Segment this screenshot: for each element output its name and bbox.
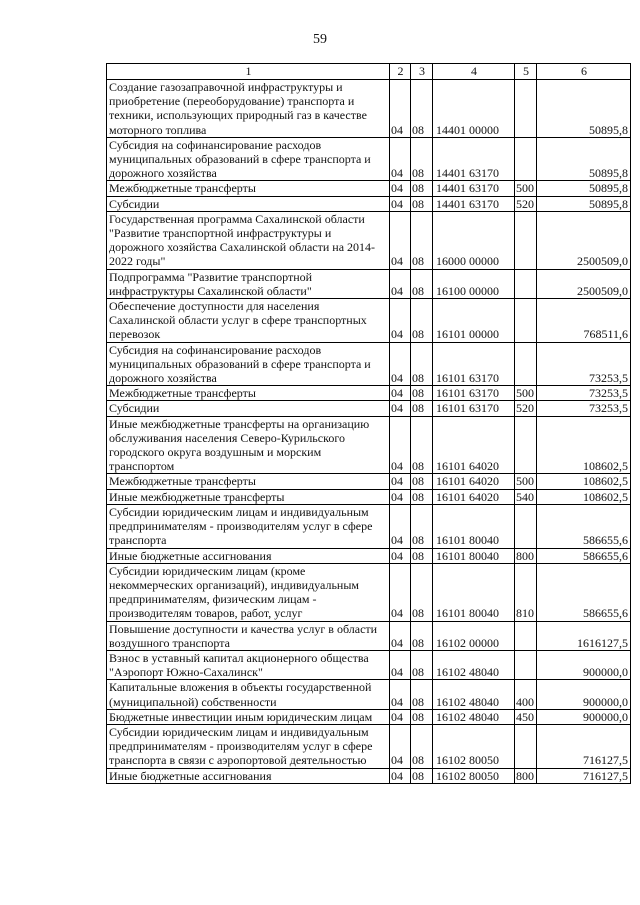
section-code-cell: 04 [390, 401, 411, 416]
row-name-cell: Капитальные вложения в объекты государственной (муниципальной) собственности [107, 680, 390, 709]
section-code-cell: 04 [390, 650, 411, 679]
amount-cell: 900000,0 [537, 650, 631, 679]
row-name-cell: Создание газозаправочной инфраструктуры и приобретение (переоборудование) транспорта и техники, использующих природный газ в качестве моторного топлива [107, 80, 390, 138]
row-name-cell: Субсидия на софинансирование расходов муниципальных образований в сфере транспорта и дорожного хозяйства [107, 137, 390, 181]
expense-type-cell [515, 621, 537, 650]
amount-cell: 1616127,5 [537, 621, 631, 650]
section-code-cell: 04 [390, 621, 411, 650]
expense-type-cell: 520 [515, 196, 537, 211]
budget-table [106, 63, 631, 784]
target-article-cell: 16102 00000 [433, 621, 515, 650]
row-name-cell: Иные межбюджетные трансферты [107, 489, 390, 504]
row-name-cell: Подпрограмма "Развитие транспортной инфраструктуры Сахалинской области" [107, 269, 390, 298]
amount-cell: 73253,5 [537, 401, 631, 416]
row-name-cell: Взнос в уставный капитал акционерного общества "Аэропорт Южно-Сахалинск" [107, 650, 390, 679]
table-row [107, 196, 631, 211]
expense-type-cell [515, 504, 537, 548]
section-code-cell: 04 [390, 137, 411, 181]
amount-cell: 716127,5 [537, 724, 631, 768]
expense-type-cell [515, 137, 537, 181]
table-row [107, 474, 631, 489]
expense-type-cell: 500 [515, 474, 537, 489]
section-code-cell: 04 [390, 211, 411, 269]
row-name-cell: Государственная программа Сахалинской области "Развитие транспортной инфраструктуры и дорожного хозяйства Сахалинской области на 2014-2022 годы" [107, 211, 390, 269]
target-article-cell: 14401 00000 [433, 80, 515, 138]
table-row [107, 768, 631, 783]
amount-cell: 73253,5 [537, 342, 631, 386]
subsection-code-cell: 08 [411, 768, 433, 783]
target-article-cell: 16101 80040 [433, 548, 515, 563]
target-article-cell: 16101 64020 [433, 416, 515, 474]
target-article-cell: 16101 80040 [433, 504, 515, 548]
target-article-cell: 16101 63170 [433, 401, 515, 416]
expense-type-cell: 800 [515, 548, 537, 563]
target-article-cell: 16101 63170 [433, 386, 515, 401]
expense-type-cell: 800 [515, 768, 537, 783]
target-article-cell: 16101 64020 [433, 489, 515, 504]
target-article-cell: 16101 00000 [433, 299, 515, 343]
amount-cell: 108602,5 [537, 489, 631, 504]
amount-cell: 586655,6 [537, 548, 631, 563]
subsection-code-cell: 08 [411, 401, 433, 416]
section-code-cell: 04 [390, 416, 411, 474]
subsection-code-cell: 08 [411, 211, 433, 269]
table-row [107, 621, 631, 650]
table-row [107, 548, 631, 563]
row-name-cell: Субсидии [107, 196, 390, 211]
header-cell: 5 [515, 64, 537, 80]
expense-type-cell [515, 416, 537, 474]
amount-cell: 50895,8 [537, 181, 631, 196]
amount-cell: 108602,5 [537, 474, 631, 489]
table-row [107, 680, 631, 709]
subsection-code-cell: 08 [411, 504, 433, 548]
row-name-cell: Субсидии юридическим лицам (кроме некоммерческих организаций), индивидуальным предпринимателям, физическим лицам - производителям товаров, работ, услуг [107, 563, 390, 621]
expense-type-cell: 500 [515, 386, 537, 401]
amount-cell: 2500509,0 [537, 211, 631, 269]
row-name-cell: Повышение доступности и качества услуг в области воздушного транспорта [107, 621, 390, 650]
amount-cell: 586655,6 [537, 563, 631, 621]
table-row [107, 181, 631, 196]
table-row [107, 724, 631, 768]
target-article-cell: 16101 64020 [433, 474, 515, 489]
target-article-cell: 16102 48040 [433, 709, 515, 724]
table-row [107, 342, 631, 386]
expense-type-cell [515, 650, 537, 679]
amount-cell: 586655,6 [537, 504, 631, 548]
amount-cell: 716127,5 [537, 768, 631, 783]
header-cell: 6 [537, 64, 631, 80]
section-code-cell: 04 [390, 548, 411, 563]
header-cell: 1 [107, 64, 390, 80]
subsection-code-cell: 08 [411, 196, 433, 211]
section-code-cell: 04 [390, 680, 411, 709]
row-name-cell: Межбюджетные трансферты [107, 474, 390, 489]
amount-cell: 50895,8 [537, 196, 631, 211]
section-code-cell: 04 [390, 342, 411, 386]
subsection-code-cell: 08 [411, 137, 433, 181]
target-article-cell: 14401 63170 [433, 181, 515, 196]
section-code-cell: 04 [390, 489, 411, 504]
table-row [107, 401, 631, 416]
subsection-code-cell: 08 [411, 474, 433, 489]
expense-type-cell [515, 80, 537, 138]
table-row [107, 504, 631, 548]
expense-type-cell: 400 [515, 680, 537, 709]
subsection-code-cell: 08 [411, 386, 433, 401]
row-name-cell: Иные бюджетные ассигнования [107, 548, 390, 563]
row-name-cell: Субсидии юридическим лицам и индивидуальным предпринимателям - производителям услуг в сфере транспорта [107, 504, 390, 548]
table-row [107, 709, 631, 724]
amount-cell: 900000,0 [537, 680, 631, 709]
row-name-cell: Межбюджетные трансферты [107, 386, 390, 401]
subsection-code-cell: 08 [411, 724, 433, 768]
table-row [107, 489, 631, 504]
row-name-cell: Субсидия на софинансирование расходов муниципальных образований в сфере транспорта и дорожного хозяйства [107, 342, 390, 386]
table-row [107, 80, 631, 138]
header-cell: 2 [390, 64, 411, 80]
subsection-code-cell: 08 [411, 181, 433, 196]
target-article-cell: 16102 80050 [433, 724, 515, 768]
amount-cell: 900000,0 [537, 709, 631, 724]
table-row [107, 416, 631, 474]
section-code-cell: 04 [390, 299, 411, 343]
section-code-cell: 04 [390, 269, 411, 298]
expense-type-cell [515, 269, 537, 298]
row-name-cell: Иные бюджетные ассигнования [107, 768, 390, 783]
section-code-cell: 04 [390, 181, 411, 196]
section-code-cell: 04 [390, 768, 411, 783]
section-code-cell: 04 [390, 80, 411, 138]
table-row [107, 137, 631, 181]
amount-cell: 73253,5 [537, 386, 631, 401]
subsection-code-cell: 08 [411, 680, 433, 709]
row-name-cell: Обеспечение доступности для населения Сахалинской области услуг в сфере транспортных перевозок [107, 299, 390, 343]
expense-type-cell [515, 724, 537, 768]
target-article-cell: 16102 48040 [433, 680, 515, 709]
subsection-code-cell: 08 [411, 548, 433, 563]
expense-type-cell: 520 [515, 401, 537, 416]
amount-cell: 108602,5 [537, 416, 631, 474]
expense-type-cell [515, 299, 537, 343]
subsection-code-cell: 08 [411, 416, 433, 474]
table-row [107, 269, 631, 298]
subsection-code-cell: 08 [411, 342, 433, 386]
row-name-cell: Субсидии [107, 401, 390, 416]
expense-type-cell: 540 [515, 489, 537, 504]
header-cell: 4 [433, 64, 515, 80]
row-name-cell: Субсидии юридическим лицам и индивидуальным предпринимателям - производителям услуг в сфере транспорта в связи с аэропортовой деятельностью [107, 724, 390, 768]
subsection-code-cell: 08 [411, 299, 433, 343]
expense-type-cell: 450 [515, 709, 537, 724]
table-row [107, 299, 631, 343]
target-article-cell: 16102 48040 [433, 650, 515, 679]
expense-type-cell: 500 [515, 181, 537, 196]
header-cell: 3 [411, 64, 433, 80]
target-article-cell: 16100 00000 [433, 269, 515, 298]
subsection-code-cell: 08 [411, 80, 433, 138]
subsection-code-cell: 08 [411, 489, 433, 504]
amount-cell: 768511,6 [537, 299, 631, 343]
subsection-code-cell: 08 [411, 621, 433, 650]
table-row [107, 650, 631, 679]
target-article-cell: 14401 63170 [433, 137, 515, 181]
row-name-cell: Бюджетные инвестиции иным юридическим лицам [107, 709, 390, 724]
table-row [107, 211, 631, 269]
target-article-cell: 14401 63170 [433, 196, 515, 211]
section-code-cell: 04 [390, 709, 411, 724]
target-article-cell: 16101 80040 [433, 563, 515, 621]
subsection-code-cell: 08 [411, 563, 433, 621]
amount-cell: 50895,8 [537, 137, 631, 181]
section-code-cell: 04 [390, 724, 411, 768]
table-row [107, 386, 631, 401]
section-code-cell: 04 [390, 504, 411, 548]
expense-type-cell [515, 342, 537, 386]
expense-type-cell: 810 [515, 563, 537, 621]
expense-type-cell [515, 211, 537, 269]
table-header-row [107, 64, 631, 80]
target-article-cell: 16102 80050 [433, 768, 515, 783]
subsection-code-cell: 08 [411, 650, 433, 679]
target-article-cell: 16101 63170 [433, 342, 515, 386]
table-row [107, 563, 631, 621]
section-code-cell: 04 [390, 386, 411, 401]
page-number: 59 [313, 32, 327, 47]
section-code-cell: 04 [390, 563, 411, 621]
amount-cell: 50895,8 [537, 80, 631, 138]
target-article-cell: 16000 00000 [433, 211, 515, 269]
amount-cell: 2500509,0 [537, 269, 631, 298]
subsection-code-cell: 08 [411, 709, 433, 724]
section-code-cell: 04 [390, 196, 411, 211]
section-code-cell: 04 [390, 474, 411, 489]
row-name-cell: Иные межбюджетные трансферты на организацию обслуживания населения Северо-Курильского городского округа воздушным и морским транспортом [107, 416, 390, 474]
row-name-cell: Межбюджетные трансферты [107, 181, 390, 196]
subsection-code-cell: 08 [411, 269, 433, 298]
